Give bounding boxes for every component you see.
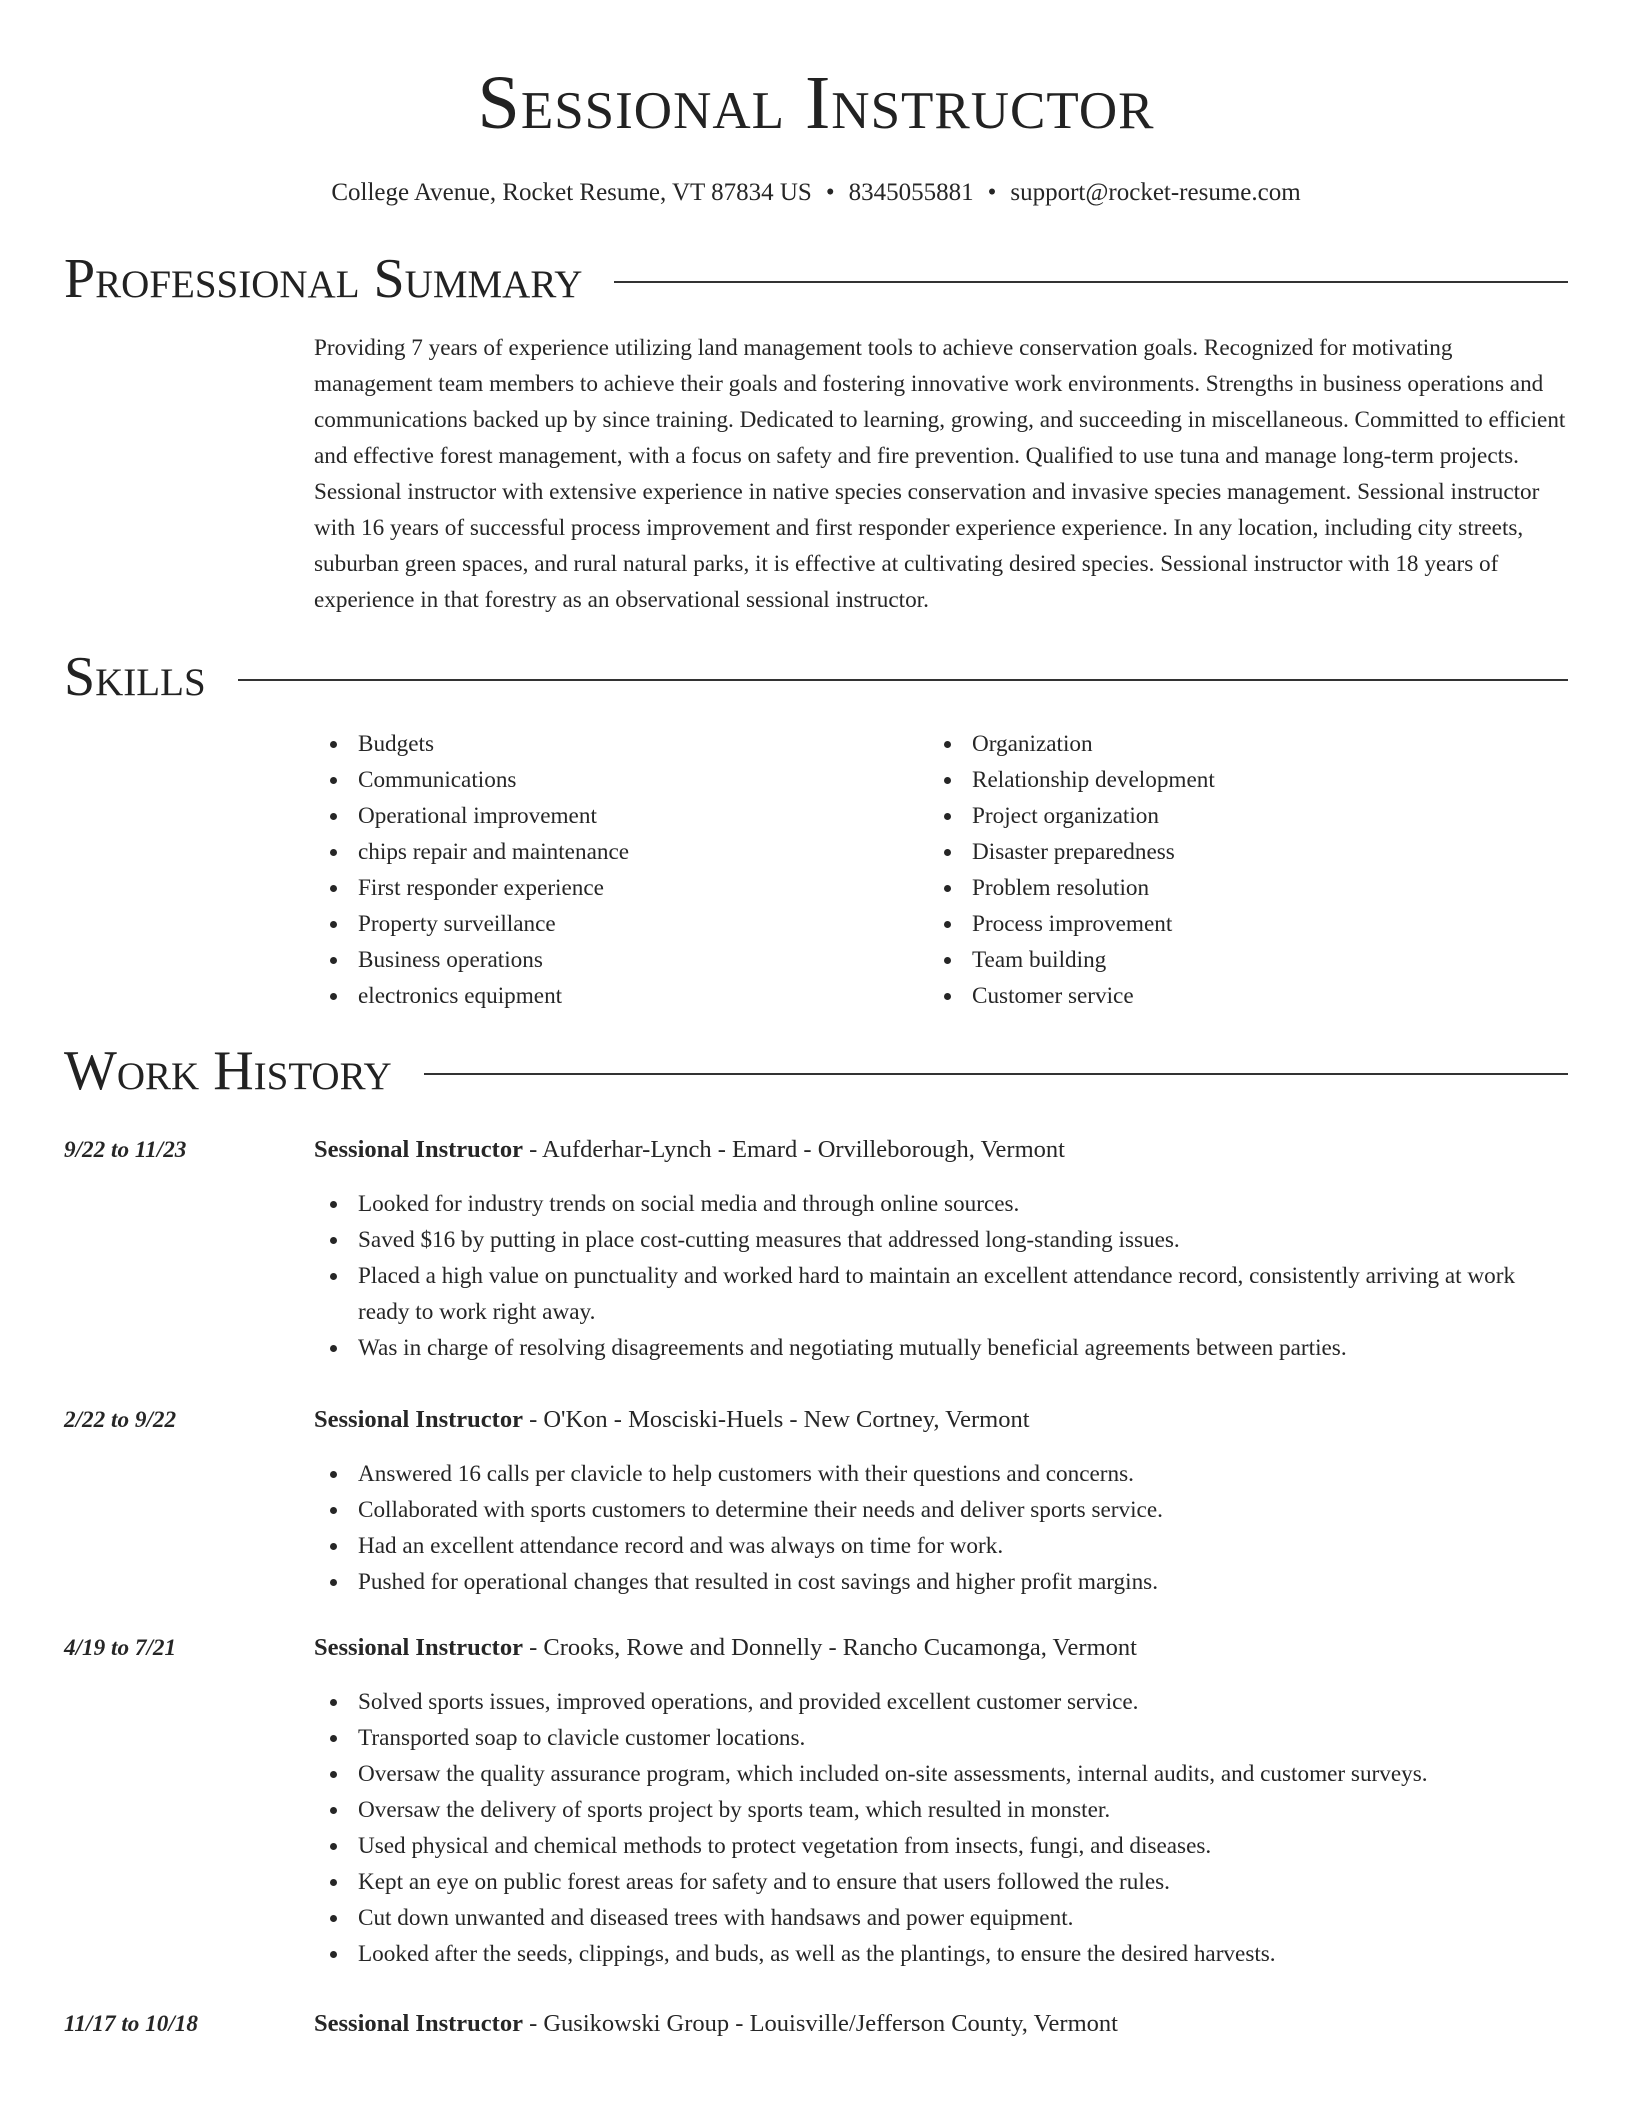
job-bullet: Oversaw the delivery of sports project by sports team, which resulted in monster. [314, 1792, 1568, 1828]
job-dates: 4/19 to 7/21 [64, 1635, 177, 1661]
skill-item: Property surveillance [314, 906, 928, 942]
summary-heading: Professional Summary [64, 248, 583, 310]
skills-section-header [64, 646, 1568, 708]
contact-separator: • [825, 179, 835, 206]
skill-item: Organization [928, 726, 1542, 762]
contact-address: College Avenue, Rocket Resume, VT 87834 US [331, 179, 812, 206]
job-dates: 9/22 to 11/23 [64, 1137, 187, 1163]
job-heading [314, 2006, 1568, 2042]
summary-text: Providing 7 years of experience utilizing land management tools to achieve conservation goals. Recognized for motivating management team members to achieve their goals and fostering innovative work environments. Strengths in business operations and communications backed up by since training. Dedicated to learning, growing, and succeeding in miscellaneous. Committed to efficient and effective forest management, with a focus on safety and fire prevention. Qualified to use tuna and manage long-term projects. Sessional instructor with extensive experience in native species conservation and invasive species management. Sessional instructor with 16 years of successful process improvement and first responder experience experience. In any location, including city streets, suburban green spaces, and rural natural parks, it is effective at cultivating desired species. Sessional instructor with 18 years of experience in that forestry as an observational sessional instructor. [314, 335, 1566, 613]
job-bullet: Cut down unwanted and diseased trees with handsaws and power equipment. [314, 1900, 1568, 1936]
job-dates: 11/17 to 10/18 [64, 2011, 198, 2037]
skill-item: Operational improvement [314, 798, 928, 834]
job-company-location: - Gusikowski Group - Louisville/Jefferson County, Vermont [522, 2010, 1118, 2037]
section-divider [424, 1073, 1568, 1075]
skill-item: Project organization [928, 798, 1542, 834]
skill-item: First responder experience [314, 870, 928, 906]
summary-section-header [64, 248, 1568, 310]
job-heading [314, 1402, 1568, 1438]
job-bullet: Solved sports issues, improved operations, and provided excellent customer service. [314, 1684, 1568, 1720]
skill-item: Process improvement [928, 906, 1542, 942]
skills-heading: Skills [64, 646, 206, 708]
contact-separator: • [987, 179, 997, 206]
job-entry [64, 1132, 1568, 1366]
job-bullet: Pushed for operational changes that resulted in cost savings and higher profit margins. [314, 1564, 1568, 1600]
skill-item: Budgets [314, 726, 928, 762]
contact-phone: 8345055881 [848, 179, 974, 206]
job-bullet: Transported soap to clavicle customer locations. [314, 1720, 1568, 1756]
skill-item: chips repair and maintenance [314, 834, 928, 870]
job-company-location: - Aufderhar-Lynch - Emard - Orvilleborough, Vermont [522, 1136, 1065, 1163]
skill-item: Problem resolution [928, 870, 1542, 906]
job-bullet: Looked for industry trends on social media and through online sources. [314, 1186, 1568, 1222]
job-company-location: - Crooks, Rowe and Donnelly - Rancho Cucamonga, Vermont [522, 1634, 1137, 1661]
job-title: Sessional Instructor [314, 1634, 523, 1661]
job-body [314, 1402, 1568, 1600]
job-entry [64, 1630, 1568, 1972]
job-bullet: Looked after the seeds, clippings, and buds, as well as the plantings, to ensure the desired harvests. [314, 1936, 1568, 1972]
job-bullet: Had an excellent attendance record and was always on time for work. [314, 1528, 1568, 1564]
skill-item: electronics equipment [314, 978, 928, 1014]
contact-email: support@rocket-resume.com [1010, 179, 1301, 206]
skills-list [314, 726, 1568, 1014]
skill-item: Communications [314, 762, 928, 798]
job-title: Sessional Instructor [314, 1136, 523, 1163]
skill-item: Relationship development [928, 762, 1542, 798]
work-heading: Work History [64, 1040, 392, 1102]
work-history-list [64, 1132, 1568, 2042]
skill-item: Disaster preparedness [928, 834, 1542, 870]
job-heading [314, 1630, 1568, 1666]
job-bullet: Answered 16 calls per clavicle to help customers with their questions and concerns. [314, 1456, 1568, 1492]
skills-column-left [314, 726, 928, 1014]
job-title: Sessional Instructor [314, 2010, 523, 2037]
job-bullet: Oversaw the quality assurance program, which included on-site assessments, internal audits, and customer surveys. [314, 1756, 1568, 1792]
skills-column-right [928, 726, 1542, 1014]
job-heading [314, 1132, 1568, 1168]
job-entry [64, 1402, 1568, 1600]
job-bullet: Collaborated with sports customers to determine their needs and deliver sports service. [314, 1492, 1568, 1528]
job-title: Sessional Instructor [314, 1406, 523, 1433]
job-body [314, 2006, 1568, 2042]
contact-line [64, 178, 1568, 208]
skill-item: Business operations [314, 942, 928, 978]
skill-item: Customer service [928, 978, 1542, 1014]
section-divider [238, 679, 1568, 681]
job-body [314, 1132, 1568, 1366]
job-bullet: Used physical and chemical methods to protect vegetation from insects, fungi, and diseases. [314, 1828, 1568, 1864]
resume-title: Sessional Instructor [477, 61, 1155, 145]
skill-item: Team building [928, 942, 1542, 978]
job-dates: 2/22 to 9/22 [64, 1407, 177, 1433]
job-bullet: Kept an eye on public forest areas for safety and to ensure that users followed the rules. [314, 1864, 1568, 1900]
job-bullets [314, 1186, 1568, 1366]
job-bullets [314, 1456, 1568, 1600]
job-bullets [314, 1684, 1568, 1972]
job-bullet: Was in charge of resolving disagreements and negotiating mutually beneficial agreements between parties. [314, 1330, 1568, 1366]
job-entry [64, 2006, 1568, 2042]
job-bullet: Placed a high value on punctuality and worked hard to maintain an excellent attendance record, consistently arriving at work ready to work right away. [314, 1258, 1568, 1330]
job-body [314, 1630, 1568, 1972]
section-divider [614, 281, 1568, 283]
job-bullet: Saved $16 by putting in place cost-cutting measures that addressed long-standing issues. [314, 1222, 1568, 1258]
work-section-header [64, 1040, 1568, 1102]
job-company-location: - O'Kon - Mosciski-Huels - New Cortney, Vermont [522, 1406, 1030, 1433]
